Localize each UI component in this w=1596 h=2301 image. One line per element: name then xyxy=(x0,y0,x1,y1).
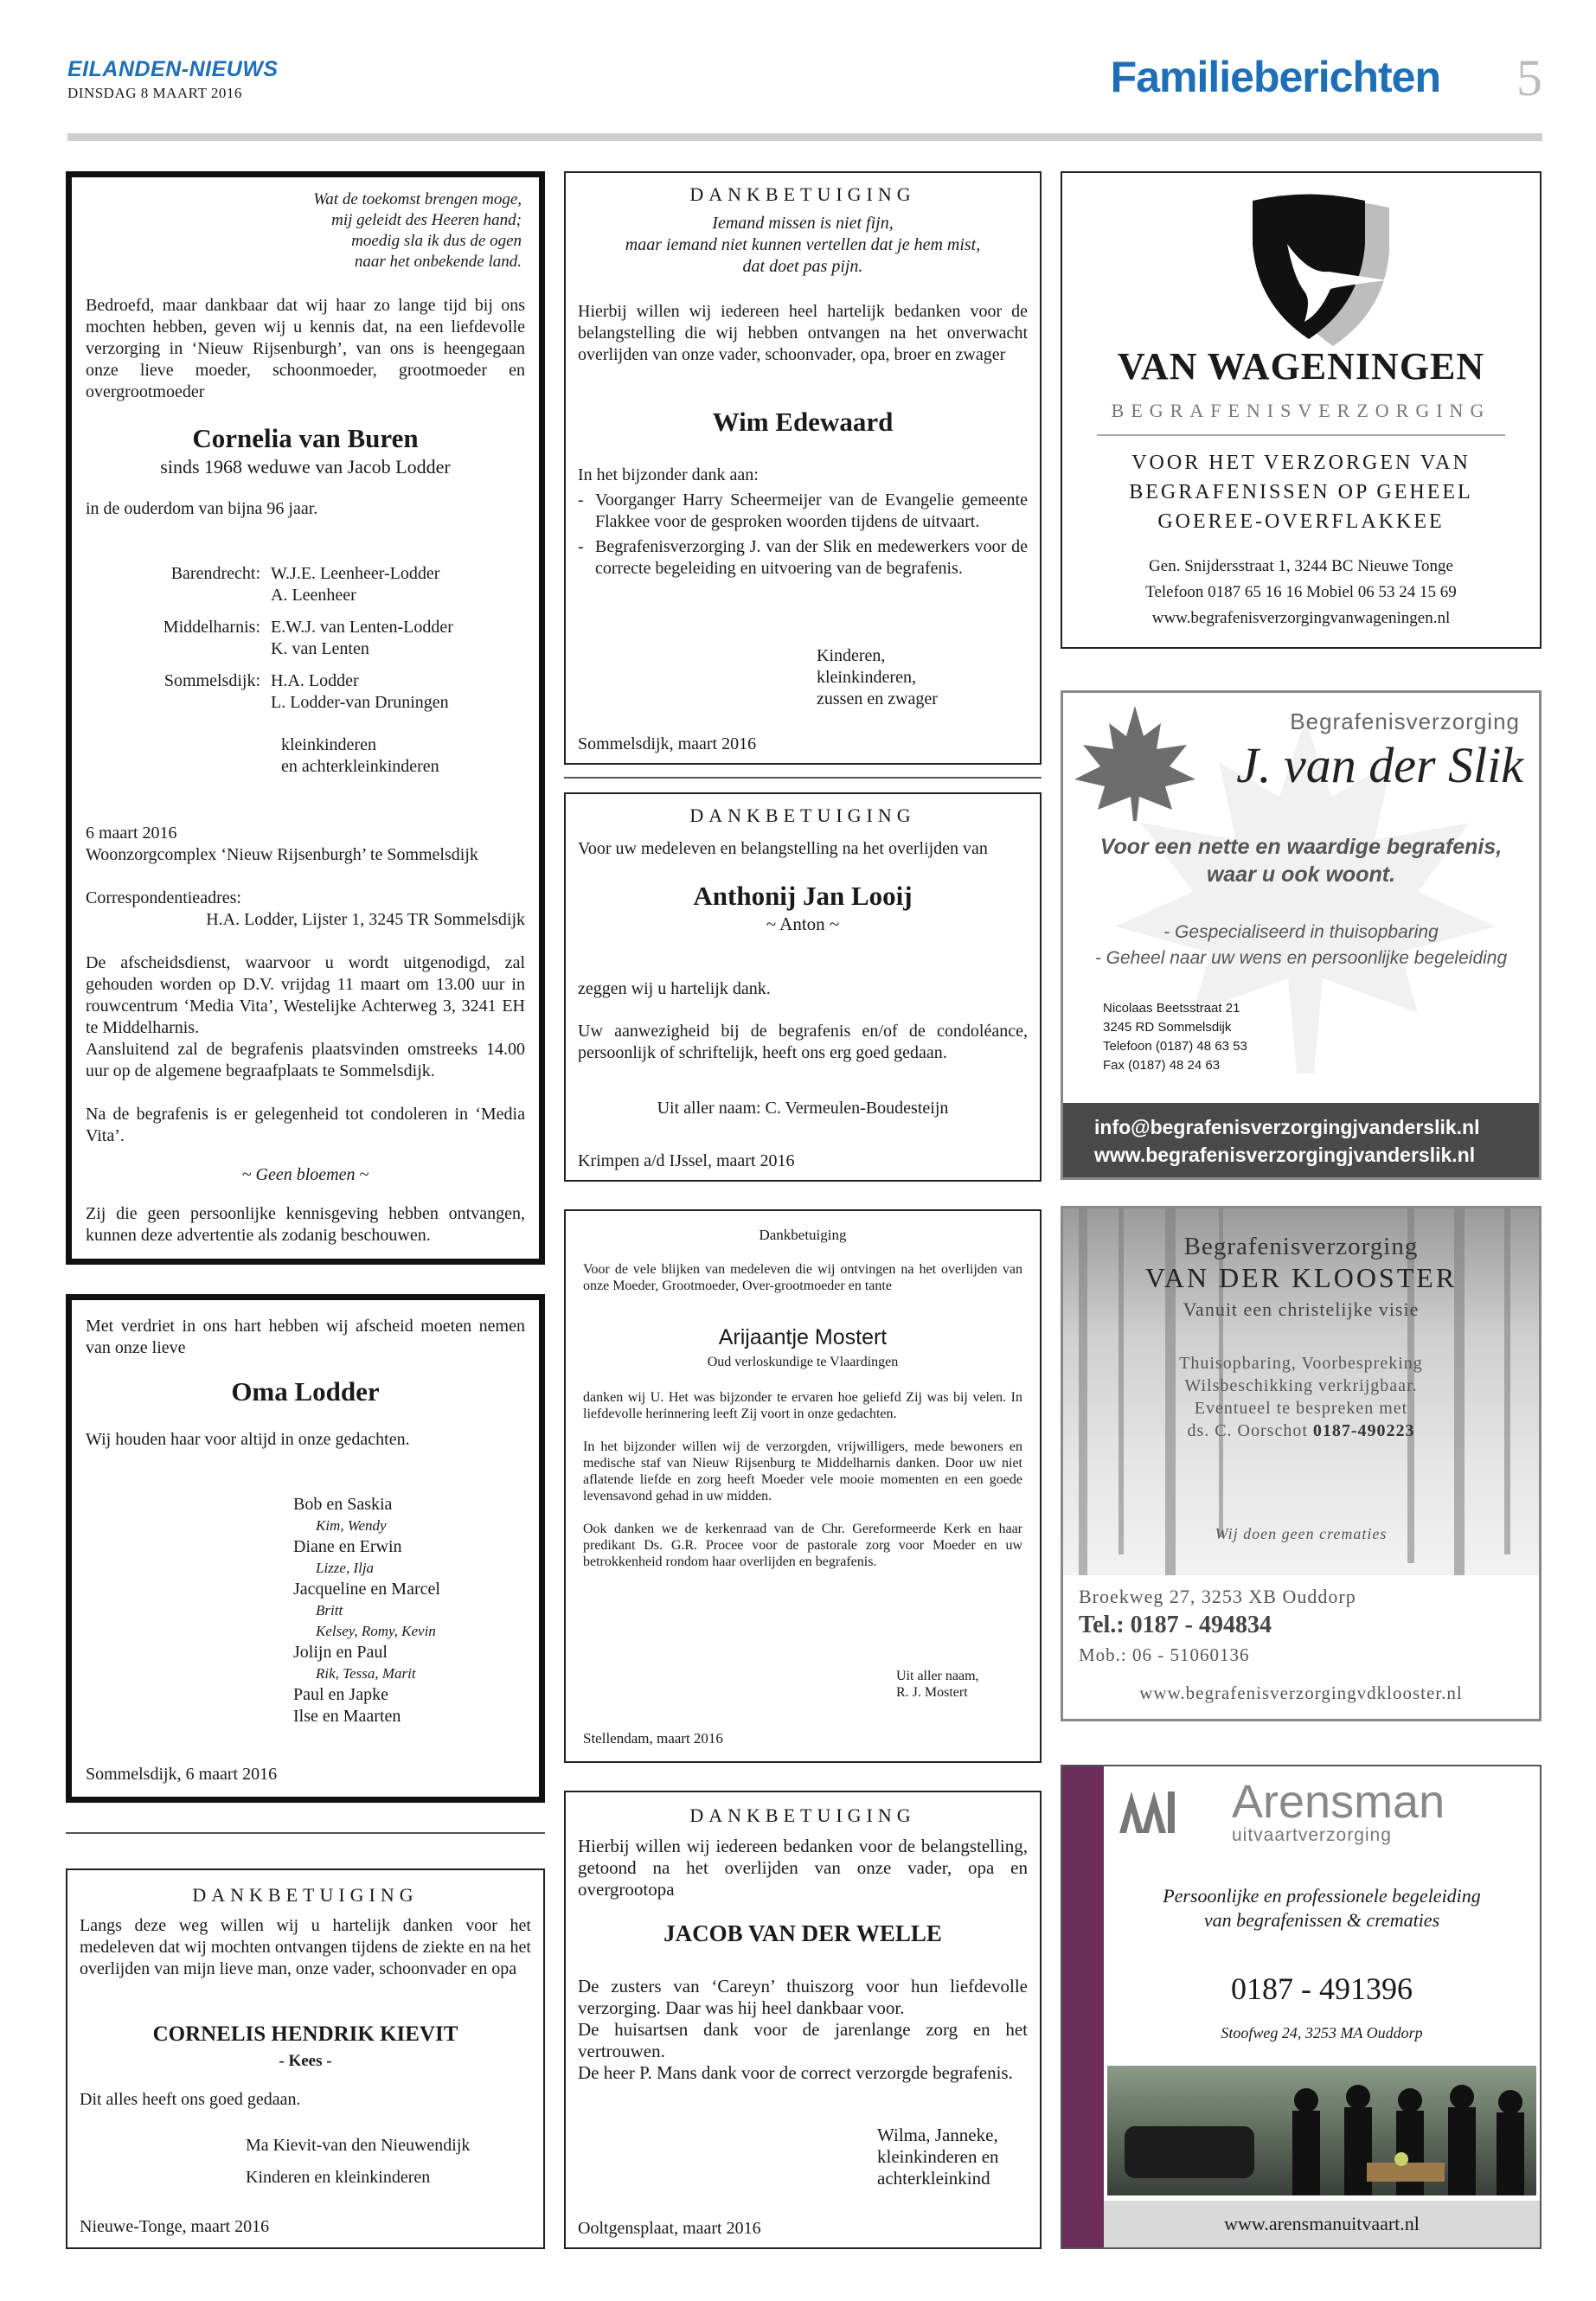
deceased-subname: sinds 1968 weduwe van Jacob Lodder xyxy=(160,456,451,478)
slogan-line: Voor een nette en waardige begrafenis, xyxy=(1099,835,1503,859)
no-flowers: ~ Geen bloemen ~ xyxy=(241,1165,369,1184)
thanks-text: danken wij U. Het was bijzonder te ervaren hoe geliefd Zij was bij velen. In liefdevolle herinnering leeft Zij voort in onze gedachten. xyxy=(583,1390,1022,1421)
address-line: Fax (0187) 48 24 63 xyxy=(1103,1058,1221,1073)
deceased-name: CORNELIS HENDRIK KIEVIT xyxy=(152,2022,458,2046)
signature: Uit aller naam: C. Vermeulen-Boudesteijn xyxy=(657,1099,949,1118)
family-kids: Rik, Tessa, Marit xyxy=(316,1665,416,1682)
mobile: Mob.: 06 - 51060136 xyxy=(1079,1644,1250,1665)
deceased-name: Cornelia van Buren xyxy=(192,423,419,453)
thanks-text: In het bijzonder willen wij de verzorgden, vrijwilligers, mede bewoners en medische staf van Nieuw Rijsenburg te Middelharnis danken. Door uw niet aflatende liefde en zorg heeft Moeder vele mooie momenten en een goede levensavond gehad in uw midden. xyxy=(583,1439,1022,1503)
deceased-name: Oma Lodder xyxy=(231,1376,380,1407)
purple-sidebar xyxy=(1062,1766,1104,2247)
address-line: Telefoon (0187) 48 63 53 xyxy=(1103,1039,1247,1054)
footer-place-date: Sommelsdijk, 6 maart 2016 xyxy=(86,1765,278,1784)
brand-subtitle: Begrafenisverzorging xyxy=(1183,1233,1419,1260)
poem-line: Iemand missen is niet fijn, xyxy=(712,214,894,233)
service-line: GOEREE-OVERFLAKKEE xyxy=(1157,510,1445,533)
signature: kleinkinderen en xyxy=(877,2146,999,2167)
acknowledgement-van-der-welle xyxy=(564,1791,1042,2249)
signature: Uit aller naam, xyxy=(896,1669,979,1683)
intro-text: Bedroefd, maar dankbaar dat wij haar zo lange tijd bij ons mochten hebben, geven wij u kennis dat, na een liefdevolle verzorging in ‘Nieuw Rijsenburgh’, van ons is heengegaan onze lieve moeder, schoonmoeder, grootmoeder en overgrootmoeder xyxy=(86,296,525,401)
condolence-text: Na de begrafenis is er gelegenheid tot condoleren in ‘Media Vita’. xyxy=(86,1105,525,1145)
thanks-text: De zusters van ‘Careyn’ thuiszorg voor hun liefdevolle verzorging. Daar was hij heel dankbaar voor. xyxy=(578,1976,1028,2018)
intro-text: Hierbij willen wij iedereen heel hartelijk bedanken voor de belangstelling die wij hebben ontvangen na het onverwacht overlijden van onze vader, schoonvader, opa, broer en zwager xyxy=(578,302,1028,364)
intro-text: Langs deze weg willen wij u hartelijk danken voor het medeleven dat wij mochten ontvangen tijdens de ziekte en na het overlijden van mijn lieve man, onze vader, schoonvader en opa xyxy=(80,1916,531,1978)
poem-line: Wat de toekomst brengen moge, xyxy=(313,190,522,208)
memory-line: Wij houden haar voor altijd in onze gedachten. xyxy=(86,1430,410,1449)
slogan-line: waar u ook woont. xyxy=(1206,862,1396,887)
service-line: Thuisopbaring, Voorbespreking xyxy=(1179,1354,1423,1373)
heading: DANKBETUIGING xyxy=(689,804,916,826)
brand-title: J. van der Slik xyxy=(1236,737,1523,793)
signature: achterkleinkind xyxy=(877,2168,990,2189)
dove-shield-logo xyxy=(1227,192,1408,348)
family-list xyxy=(293,1494,440,1727)
thanks-item: Begrafenisverzorging J. van der Slik en medewerkers voor de correcte begeleiding en uitvoering van de begrafenis. xyxy=(595,537,1028,578)
poem-line: moedig sla ik dus de ogen xyxy=(351,232,522,250)
correspondence-label: Correspondentieadres: xyxy=(86,888,241,907)
phone: Tel.: 0187 - 494834 xyxy=(1079,1612,1272,1638)
family-name: E.W.J. van Lenten-Lodder xyxy=(271,618,453,637)
deceased-name: Wim Edewaard xyxy=(712,407,894,437)
intro-text: Met verdriet in ons hart hebben wij afscheid moeten nemen van onze lieve xyxy=(86,1317,525,1357)
column-separator xyxy=(66,1832,545,1834)
notice-text: Zij die geen persoonlijke kennisgeving hebben ontvangen, kunnen deze advertentie als zodanig beschouwen. xyxy=(86,1204,525,1245)
family-name: H.A. Lodder xyxy=(271,671,359,690)
signature: zussen en zwager xyxy=(817,689,938,708)
divider xyxy=(1097,434,1505,436)
deceased-name: Anthonij Jan Looij xyxy=(693,881,913,911)
deceased-nickname: ~ Anton ~ xyxy=(766,913,840,934)
brand-subtitle: uitvaartverzorging xyxy=(1232,1825,1392,1845)
family-name: L. Lodder-van Druningen xyxy=(271,693,449,712)
masthead: EILANDEN-NIEUWS xyxy=(67,57,279,81)
intro-text: Hierbij willen wij iedereen bedanken voor de belangstelling, getoond na het overlijden van onze vader, opa en overgrootopa xyxy=(578,1836,1028,1900)
address-line: 3245 RD Sommelsdijk xyxy=(1103,1020,1232,1035)
footer-place-date: Ooltgensplaat, maart 2016 xyxy=(578,2219,761,2238)
burial-text: Aansluitend zal de begrafenis plaatsvinden omstreeks 14.00 uur op de algemene begraafplaats te Sommelsdijk. xyxy=(86,1040,525,1080)
age-line: in de ouderdom van bijna 96 jaar. xyxy=(86,499,318,518)
family-kids: Kelsey, Romy, Kevin xyxy=(316,1623,436,1639)
heading: Dankbetuiging xyxy=(759,1227,847,1243)
column-separator xyxy=(564,777,1042,779)
family-kids: Britt xyxy=(316,1602,343,1618)
brand-title: VAN WAGENINGEN xyxy=(1117,345,1485,388)
date-line: 6 maart 2016 xyxy=(86,824,177,843)
issue-date: DINSDAG 8 MAART 2016 xyxy=(67,85,242,101)
poem-line: maar iemand niet kunnen vertellen dat je hem mist, xyxy=(625,235,981,254)
email-link[interactable]: info@begrafenisverzorgingjvanderslik.nl xyxy=(1094,1116,1480,1138)
section-title: Familieberichten xyxy=(1110,53,1440,101)
poem-line: dat doet pas pijn. xyxy=(742,257,863,276)
deceased-nickname: - Kees - xyxy=(279,2052,332,2070)
tagline-line: Persoonlijke en professionele begeleiding xyxy=(1163,1885,1481,1907)
tagline-line: van begrafenissen & crematies xyxy=(1203,1909,1440,1931)
brand-tagline: Vanuit een christelijke visie xyxy=(1183,1298,1420,1320)
funeral-procession-photo xyxy=(1107,2066,1536,2195)
family-couple: Jolijn en Paul xyxy=(293,1643,388,1662)
deceased-name: JACOB VAN DER WELLE xyxy=(663,1920,942,1946)
acknowledgement-looij xyxy=(564,792,1042,1182)
phone: 0187 - 491396 xyxy=(1231,1971,1413,2006)
website-link[interactable]: www.begrafenisverzorgingvdklooster.nl xyxy=(1139,1682,1463,1703)
brand-title: Arensman xyxy=(1232,1776,1445,1828)
family-kids: Kim, Wendy xyxy=(316,1517,387,1534)
procession-silhouettes xyxy=(1107,2066,1536,2195)
footer-place-date: Nieuwe-Tonge, maart 2016 xyxy=(80,2217,270,2236)
closing-line: Dit alles heeft ons goed gedaan. xyxy=(80,2090,301,2109)
website-link[interactable]: www.begrafenisverzorgingvanwageningen.nl xyxy=(1151,609,1451,627)
website-link[interactable]: www.begrafenisverzorgingjvanderslik.nl xyxy=(1094,1144,1476,1166)
heading: DANKBETUIGING xyxy=(689,1804,916,1826)
ad-van-der-slik xyxy=(1061,690,1542,1180)
thanks-item: Voorganger Harry Scheermeijer van de Evangelie gemeente Flakkee voor de gesproken woorden tijdens de uitvaart. xyxy=(595,490,1028,531)
thanks-text: Ook danken we de kerkenraad van de Chr. Gereformeerde Kerk en haar predikant Ds. G.R. Procee voor de pastorale zorg voor Moeder en uw betrokkenheid rondom haar overlijden en begrafenis. xyxy=(583,1522,1022,1569)
contact-phone: 0187-490223 xyxy=(1312,1421,1415,1440)
brand-subtitle: BEGRAFENISVERZORGING xyxy=(1111,400,1491,421)
service-bullet: - Geheel naar uw wens en persoonlijke begeleiding xyxy=(1094,948,1508,968)
family-couple: Ilse en Maarten xyxy=(293,1707,401,1726)
intro-text: Voor de vele blijken van medeleven die wij ontvingen na het overlijden van onze Moeder, Grootmoeder, Over-grootmoeder en tante xyxy=(583,1262,1022,1293)
intro-text: Voor uw medeleven en belangstelling na het overlijden van xyxy=(578,839,988,858)
family-name: W.J.E. Leenheer-Lodder xyxy=(271,564,440,583)
family-couple: Bob en Saskia xyxy=(293,1495,393,1514)
address-line: Nicolaas Beetsstraat 21 xyxy=(1103,1001,1240,1016)
heading: DANKBETUIGING xyxy=(689,183,916,205)
signature: R. J. Mostert xyxy=(896,1685,968,1700)
family-kids: Lizze, Ilja xyxy=(316,1560,375,1576)
brand-logo xyxy=(1119,1776,1445,1846)
acknowledgement-mostert xyxy=(564,1209,1042,1763)
signature: Kinderen en kleinkinderen xyxy=(246,2168,431,2187)
arensman-mark-icon xyxy=(1119,1790,1223,1835)
obituary-cornelia-van-buren xyxy=(66,171,545,1265)
brand-title: VAN DER KLOOSTER xyxy=(1144,1262,1458,1293)
thanks-line: zeggen wij u hartelijk dank. xyxy=(578,979,771,998)
footer-place-date: Sommelsdijk, maart 2016 xyxy=(578,734,757,753)
ad-van-der-klooster xyxy=(1061,1206,1542,1721)
brand-subtitle: Begrafenisverzorging xyxy=(1290,708,1520,734)
acknowledgement-kievit xyxy=(66,1868,545,2249)
contact-bar xyxy=(1063,1103,1539,1177)
phone: Telefoon 0187 65 16 16 Mobiel 06 53 24 15 69 xyxy=(1145,583,1457,601)
service-line: Wilsbeschikking verkrijgbaar. xyxy=(1184,1376,1418,1395)
address: Gen. Snijdersstraat 1, 3244 BC Nieuwe Tonge xyxy=(1149,557,1453,575)
poem-line: mij geleidt des Heeren hand; xyxy=(331,211,522,229)
acknowledgement-edewaard: DANKBETUIGING Iemand missen is niet fijn, maar iemand niet kunnen vertellen dat je hem mist, dat doet pas pijn. Hierbij willen wij iedereen heel hartelijk bedanken voor de belangstelling die wij hebben ontvangen na het onverwacht overlijden van onze vader, schoonvader, opa, broer en zwager Wim Edewaard In het bijzonder dank aan: - Voorganger Harry Scheermeijer van de Evangelie gemeente Flakkee voor de gesproken woorden tijdens de uitvaart. - Begrafenisverzorging J. van der Slik en medewerkers voor de correcte begeleiding en uitvoering van de begrafenis. Kinderen, kleinkinderen, zussen en zwager Sommelsdijk, maart 2016 xyxy=(564,171,1042,765)
signature: kleinkinderen, xyxy=(817,668,916,687)
footer-place-date: Stellendam, maart 2016 xyxy=(583,1730,723,1747)
signature: Kinderen, xyxy=(817,646,886,665)
correspondence-address: H.A. Lodder, Lijster 1, 3245 TR Sommelsdijk xyxy=(206,910,525,929)
contact-name: ds. C. Oorschot xyxy=(1187,1421,1308,1440)
obituary-oma-lodder xyxy=(66,1294,545,1803)
family-name: K. van Lenten xyxy=(271,639,369,658)
address: Broekweg 27, 3253 XB Ouddorp xyxy=(1079,1586,1356,1607)
family-place: Sommelsdijk: xyxy=(163,671,260,690)
family-name: A. Leenheer xyxy=(271,586,356,605)
family-list xyxy=(72,563,539,778)
address: Stoofweg 24, 3253 MA Ouddorp xyxy=(1221,2024,1423,2041)
location-line: Woonzorgcomplex ‘Nieuw Rijsenburgh’ te Sommelsdijk xyxy=(86,845,478,864)
deceased-name: Arijaantje Mostert xyxy=(718,1325,888,1349)
family-place: Barendrecht: xyxy=(170,564,260,583)
family-couple: Paul en Japke xyxy=(293,1685,388,1704)
family-couple: Diane en Erwin xyxy=(293,1537,402,1556)
page-number: 5 xyxy=(1516,49,1542,106)
ad-arensman xyxy=(1061,1765,1542,2249)
heading: DANKBETUIGING xyxy=(192,1884,419,1906)
ad-van-wageningen xyxy=(1061,171,1542,649)
signature: Wilma, Janneke, xyxy=(877,2125,998,2145)
maple-leaf-logo xyxy=(1070,702,1200,823)
signature: Ma Kievit-van den Nieuwendijk xyxy=(246,2136,471,2155)
service-line: Eventueel te bespreken met xyxy=(1194,1399,1408,1418)
special-thanks-label: In het bijzonder dank aan: xyxy=(578,465,759,484)
service-text: De afscheidsdienst, waarvoor u wordt uitgenodigd, zal gehouden worden op D.V. vrijdag 11 maart om 13.00 uur in rouwcentrum ‘Media Vita’, Westelijke Achterweg 3, 3241 EH te Middelharnis. xyxy=(86,953,525,1037)
grandchildren-line: kleinkinderen xyxy=(281,735,376,754)
no-cremations-note: Wij doen geen crematies xyxy=(1215,1525,1388,1542)
grandchildren-line: en achterkleinkinderen xyxy=(281,757,439,776)
service-bullet: - Gespecialiseerd in thuisopbaring xyxy=(1163,922,1439,942)
poem-line: naar het onbekende land. xyxy=(354,253,522,271)
header-rule xyxy=(67,133,1542,141)
footer-place-date: Krimpen a/d IJssel, maart 2016 xyxy=(578,1151,795,1170)
service-line: BEGRAFENISSEN OP GEHEEL xyxy=(1129,481,1473,503)
deceased-subtitle: Oud verloskundige te Vlaardingen xyxy=(707,1355,899,1369)
thanks-text: De huisartsen dank voor de jarenlange zorg en het vertrouwen. xyxy=(578,2019,1028,2061)
thanks-text: Uw aanwezigheid bij de begrafenis en/of de condoléance, persoonlijk of schriftelijk, heeft ons erg goed gedaan. xyxy=(578,1022,1028,1062)
thanks-text: De heer P. Mans dank voor de correct verzorgde begrafenis. xyxy=(578,2062,1013,2083)
service-line: VOOR HET VERZORGEN VAN xyxy=(1131,452,1471,474)
website-link[interactable]: www.arensmanuitvaart.nl xyxy=(1104,2201,1540,2247)
family-place: Middelharnis: xyxy=(163,618,260,637)
family-couple: Jacqueline en Marcel xyxy=(293,1580,440,1599)
